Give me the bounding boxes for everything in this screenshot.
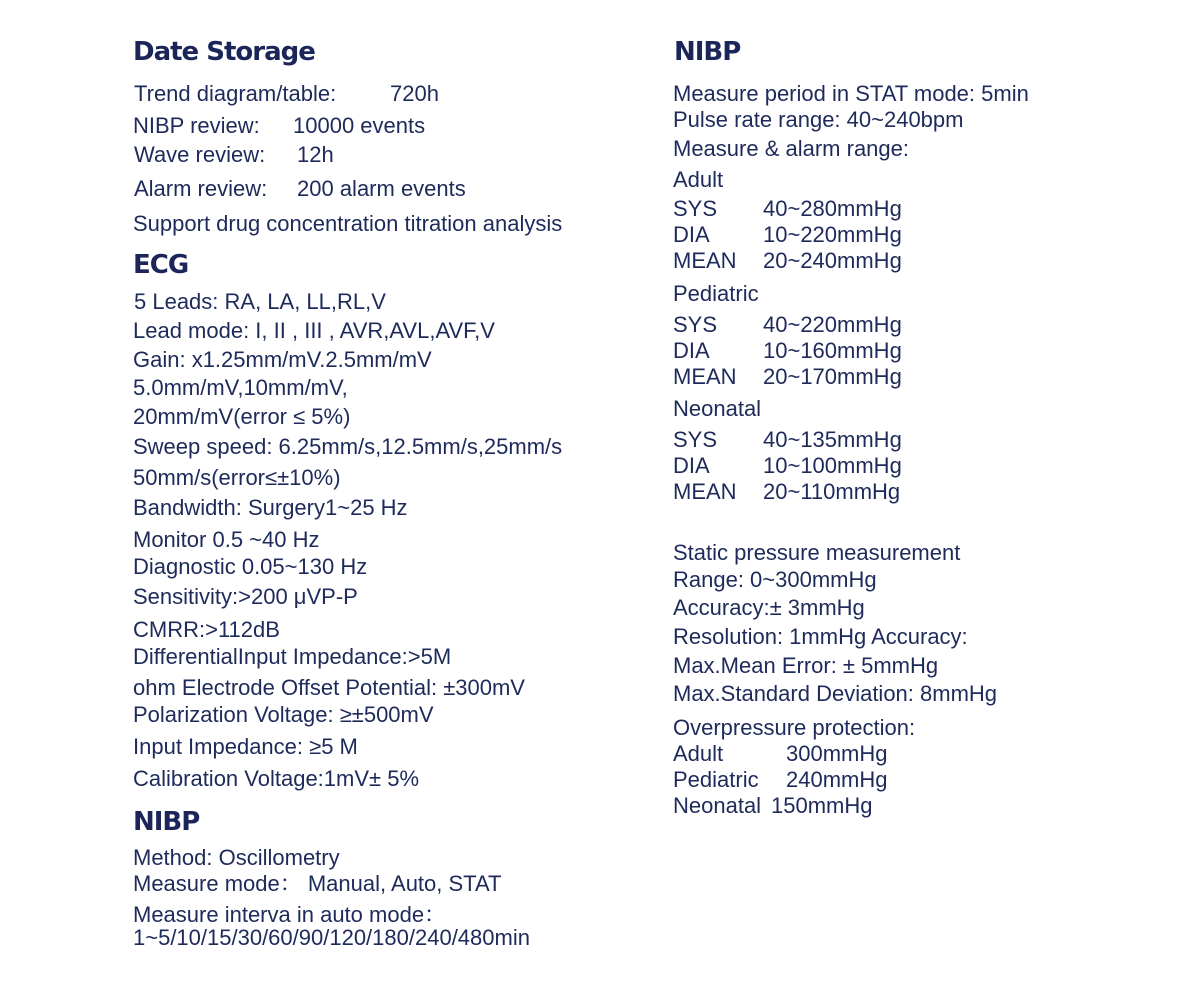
neonatal-group-title: Neonatal <box>673 396 762 421</box>
ecg-line: Lead mode: I, II , III , AVR,AVL,AVF,V <box>133 318 495 343</box>
pediatric-dia-row <box>673 338 902 364</box>
ecg-line: Sweep speed: 6.25mm/s,12.5mm/s,25mm/s <box>133 434 563 459</box>
row-value: 150mmHg <box>771 793 873 818</box>
ecg-line: 50mm/s(error≤±10%) <box>133 465 341 490</box>
alarm-review-label: Alarm review: <box>134 176 268 201</box>
row-label: Pediatric <box>673 767 759 792</box>
neonatal-sys-row <box>673 427 902 453</box>
drug-titration-text: Support drug concentration titration analysis <box>133 211 563 236</box>
row-value: 300mmHg <box>786 741 888 766</box>
stat-period-text: Measure period in STAT mode: 5min <box>673 81 1029 106</box>
row-label: MEAN <box>673 479 737 504</box>
ecg-line: Sensitivity:>200 μVP-P <box>133 584 358 609</box>
row-value: 40~220mmHg <box>763 312 902 337</box>
alarm-review-value: 200 alarm events <box>297 176 466 201</box>
ecg-line: Gain: x1.25mm/mV.2.5mm/mV <box>133 347 432 372</box>
static-line: Range: 0~300mmHg <box>673 567 877 592</box>
section-title-date-storage: Date Storage <box>133 37 315 67</box>
pediatric-sys-row <box>673 312 902 338</box>
row-value: 20~170mmHg <box>763 364 902 389</box>
row-value: 10~160mmHg <box>763 338 902 363</box>
pediatric-mean-row <box>673 364 902 390</box>
ecg-line: ohm Electrode Offset Potential: ±300mV <box>133 675 525 700</box>
static-line: Max.Standard Deviation: 8mmHg <box>673 681 998 706</box>
nibp-line: 1~5/10/15/30/60/90/120/180/240/480min <box>133 925 530 950</box>
row-label: Neonatal <box>673 793 762 818</box>
trend-value: 720h <box>390 81 439 106</box>
section-title-nibp-left: NIBP <box>133 807 200 837</box>
wave-review-value: 12h <box>297 142 334 167</box>
wave-review-row <box>134 142 334 168</box>
adult-group-title: Adult <box>673 167 724 192</box>
wave-review-label: Wave review: <box>134 142 266 167</box>
nibp-line: Measure mode： Manual, Auto, STAT <box>133 871 502 896</box>
static-line: Static pressure measurement <box>673 540 961 565</box>
row-label: DIA <box>673 222 710 247</box>
overpressure-neonatal-row <box>673 793 872 819</box>
trend-label: Trend diagram/table: <box>134 81 337 106</box>
row-value: 40~135mmHg <box>763 427 902 452</box>
row-label: Adult <box>673 741 724 766</box>
ecg-line: Input Impedance: ≥5 M <box>133 734 358 759</box>
overpressure-adult-row <box>673 741 887 767</box>
static-line: Max.Mean Error: ± 5mmHg <box>673 653 939 678</box>
ecg-line: CMRR:>112dB <box>133 617 280 642</box>
trend-row <box>134 81 439 107</box>
row-value: 20~110mmHg <box>763 479 901 504</box>
row-label: MEAN <box>673 248 737 273</box>
measure-range-title: Measure & alarm range: <box>673 136 909 161</box>
ecg-line: 20mm/mV(error ≤ 5%) <box>133 404 351 429</box>
nibp-review-row <box>133 113 425 139</box>
ecg-line: Diagnostic 0.05~130 Hz <box>133 554 368 579</box>
row-value: 10~220mmHg <box>763 222 902 247</box>
row-value: 20~240mmHg <box>763 248 902 273</box>
pulse-range-text: Pulse rate range: 40~240bpm <box>673 107 964 132</box>
row-value: 240mmHg <box>786 767 888 792</box>
section-title-ecg: ECG <box>133 250 189 280</box>
static-line: Accuracy:± 3mmHg <box>673 595 865 620</box>
row-label: MEAN <box>673 364 737 389</box>
section-title-nibp-right: NIBP <box>674 37 741 67</box>
nibp-review-label: NIBP review: <box>133 113 260 138</box>
nibp-review-value: 10000 events <box>293 113 426 138</box>
neonatal-mean-row <box>673 479 900 505</box>
adult-dia-row <box>673 222 902 248</box>
ecg-line: Calibration Voltage:1mV± 5% <box>133 766 420 791</box>
alarm-review-row <box>134 176 466 202</box>
row-label: SYS <box>673 312 718 337</box>
neonatal-dia-row <box>673 453 902 479</box>
ecg-line: 5.0mm/mV,10mm/mV, <box>133 375 348 400</box>
ecg-line: 5 Leads: RA, LA, LL,RL,V <box>134 289 386 314</box>
overpressure-pediatric-row <box>673 767 887 793</box>
row-label: SYS <box>673 196 718 221</box>
static-line: Resolution: 1mmHg Accuracy: <box>673 624 968 649</box>
ecg-line: Bandwidth: Surgery1~25 Hz <box>133 495 408 520</box>
ecg-line: Polarization Voltage: ≥±500mV <box>133 702 434 727</box>
ecg-line: Monitor 0.5 ~40 Hz <box>133 527 320 552</box>
ecg-line: DifferentialInput Impedance:>5M <box>133 644 452 669</box>
overpressure-title: Overpressure protection: <box>673 715 916 740</box>
row-value: 10~100mmHg <box>763 453 902 478</box>
nibp-line: Method: Oscillometry <box>133 845 340 870</box>
pediatric-group-title: Pediatric <box>673 281 759 306</box>
row-value: 40~280mmHg <box>763 196 902 221</box>
row-label: DIA <box>673 338 710 363</box>
row-label: SYS <box>673 427 718 452</box>
adult-sys-row <box>673 196 902 222</box>
row-label: DIA <box>673 453 710 478</box>
adult-mean-row <box>673 248 902 274</box>
nibp-line: Measure interva in auto mode： <box>133 902 447 927</box>
